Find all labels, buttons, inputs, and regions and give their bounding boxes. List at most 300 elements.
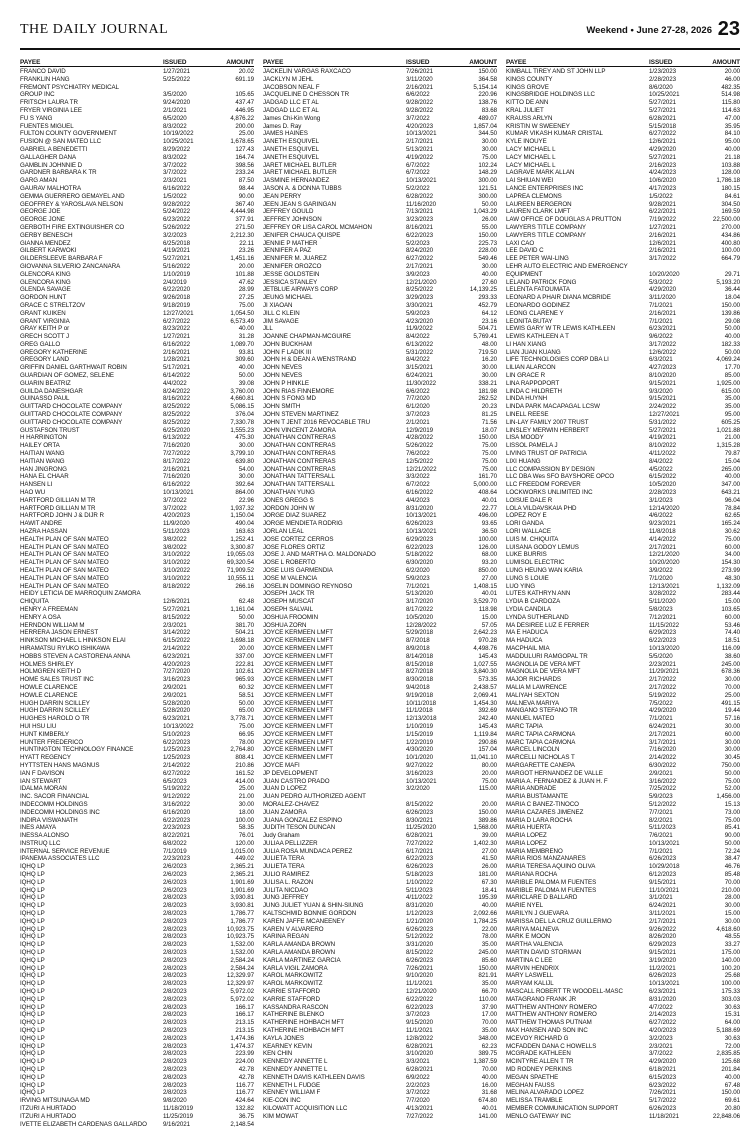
payment-row [263,855,497,863]
payee-name: MEMBER COMMUNICATION SUPPORT [506,1104,619,1112]
payment-amount: 101.88 [235,270,254,278]
payment-row [506,232,740,240]
payment-amount: 10,555.11 [227,574,254,582]
payment-row [506,107,740,115]
payee-name: JILL C KLEIN [263,309,300,317]
issued-date: 10/13/2021 [406,177,437,185]
payment-row [20,809,254,817]
payment-row [263,528,497,536]
issued-date: 3/7/2022 [163,161,187,169]
issued-date: 9/23/2021 [649,520,677,528]
issued-date: 5/19/2022 [163,785,191,793]
payment-row [20,146,254,154]
issued-date: 5/17/2022 [649,1097,677,1105]
payment-amount: 78.00 [481,933,497,941]
issued-date: 5/13/2021 [406,145,434,153]
payment-amount: 127.43 [235,145,254,153]
payee-name: JACOBSON NEAL F [263,83,320,91]
payment-amount: 1,089.70 [230,340,254,348]
payee-name: LEONITA BUTAY [506,317,553,325]
issued-date: 8/15/2018 [406,660,434,668]
payee-name: MANGANO STEFANO TR [506,707,578,715]
issued-date: 6/27/2022 [163,317,191,325]
payee-name: JUDITH TESON DUNCAN [263,824,336,832]
payment-row [20,505,254,513]
payee-name: JOYCE KERMEEN LMFT [263,707,333,715]
payment-amount: 30.00 [481,364,497,372]
payment-amount: 970.28 [478,637,497,645]
payee-name: JOHN STEVEN MARTINEZ [263,411,339,419]
issued-date: 5/25/2022 [163,75,191,83]
issued-date: 4/19/2021 [163,247,191,255]
payee-name: IQHQ LP [20,894,45,902]
payment-amount: 18.07 [481,426,497,434]
payment-amount: 25.00 [238,130,254,138]
payee-name: INC. SACOR FINANCIAL [20,793,90,801]
payee-name: JOYCE KERMEEN LMFT [263,730,333,738]
issued-date: 2/3/2021 [163,621,187,629]
issued-date: 6/30/2020 [406,559,434,567]
payment-row [506,224,740,232]
payee-name: JETBLUE AIRWAYS CORP [263,286,338,294]
payment-row [263,185,497,193]
issued-date [163,84,205,92]
issued-date: 1/22/2019 [406,738,434,746]
payment-amount: 40.00 [724,473,740,481]
issued-date: 8/22/2021 [163,832,191,840]
payee-name: HUGH DARRIN SCILLEY [20,699,90,707]
issued-date: 3/19/2020 [649,956,677,964]
issued-date: 6/27/2022 [649,1019,677,1027]
issued-date: 3/7/2022 [406,114,430,122]
payment-amount: 5,086.15 [230,403,254,411]
payee-name: JOSE LUIS GARMENDIA [263,567,333,574]
payee-name: HYATT REGENCY [20,754,71,762]
payment-row [20,1082,254,1090]
payee-name: LIVING TRUST OF PATRICIA [506,450,587,458]
issued-date: 6/13/2022 [163,434,191,442]
payment-row [263,146,497,154]
issued-date: 7/1/2021 [649,301,673,309]
payment-row [506,1050,740,1058]
issued-date: 3/10/2022 [163,551,191,559]
payee-name: GUITTARD CHOCOLATE COMPANY [20,418,123,426]
payee-name: JASON A. & DONNA TUBBS [263,184,342,192]
payment-row [20,551,254,559]
issued-date: 8/26/2020 [649,933,677,941]
payee-name: KEARNEY KEVIN [263,1042,313,1050]
issued-date: 2/23/2023 [163,855,191,863]
issued-date: 5/28/2020 [163,707,191,715]
payment-row [20,637,254,645]
payment-row [506,1011,740,1019]
payment-row [20,949,254,957]
issued-date: 6/26/2023 [406,863,434,871]
payee-name: MARIBLE PALOMA M FUENTES [506,886,597,894]
payment-row [20,707,254,715]
payee-name: JOYCE KERMEEN LMFT [263,668,333,676]
payee-name: KENNEDY ANNETTE L [263,1066,328,1073]
payee-name: MADDULURI RAMGOPAL TR [506,652,588,660]
issued-date: 3/17/2022 [649,340,677,348]
payment-row [263,294,497,302]
payment-row [20,824,254,832]
payment-row [506,138,740,146]
issued-date: 4/29/2020 [649,707,677,715]
issued-date: 12/13/2018 [406,715,437,723]
payment-amount: 50.00 [724,839,740,847]
issued-date: 10/13/2021 [649,980,680,988]
payment-row [20,279,254,287]
payment-amount: 15.04 [724,457,740,465]
payment-row [506,887,740,895]
payee-name: MATAGRANO FRANK JR [506,995,577,1003]
payee-name: JENNIFER M. JUAREZ [263,255,327,263]
payment-row [20,380,254,388]
payee-name: JESSE GOLDSTEIN [263,270,320,278]
payment-amount: 1,408.15 [473,582,497,590]
payment-row [506,76,740,84]
payment-row [506,318,740,326]
payment-row [506,598,740,606]
payee-name: MATTHEW THOMAS PUTNAM [506,1019,592,1027]
payment-amount: 5,193.20 [716,278,740,286]
payment-amount: 148.29 [478,169,497,177]
payee-name: IQHQ LP [20,988,45,996]
payee-name: HUNTINGTON TECHNOLOGY FINANCE [20,746,134,754]
payee-name: KAREN V ALVARERO [263,925,324,933]
payment-row [20,349,254,357]
payee-name: LUNG S LOUIE [506,574,549,582]
payee-name: LAUREN CLARK LMFT [506,208,571,216]
payee-name: LILIAN ALARCON [506,364,556,372]
issued-date: 11/9/2020 [163,520,190,528]
payee-name: LISA MOODY [506,434,544,442]
payment-row [506,676,740,684]
payment-row [263,692,497,700]
issued-date: 6/26/2023 [406,808,434,816]
payment-amount: 70.00 [481,1066,497,1073]
payment-amount: 398.56 [235,161,254,169]
payment-row [506,723,740,731]
issued-date: 2/16/2021 [649,247,677,255]
payee-name: IAN F DAVISON [20,769,65,777]
payment-row [263,138,497,146]
payment-amount: 1,150.04 [230,512,254,520]
payment-amount: 7,330.78 [230,418,254,426]
issued-date: 7/27/2022 [406,839,434,847]
payment-row [263,1050,497,1058]
payment-row [506,473,740,481]
payment-row [263,1097,497,1105]
issued-date: 9/15/2021 [649,379,677,387]
issued-date: 3/10/2022 [163,567,191,574]
issued-date: 6/22/2023 [406,1003,434,1011]
payment-amount: 40.01 [481,496,497,504]
payment-amount: 20.00 [481,800,497,808]
payment-amount: 4,660.81 [230,395,254,403]
issued-date: 6/16/2020 [163,808,191,816]
payment-row [506,559,740,567]
issued-date: 8/7/2018 [406,637,430,645]
payment-amount: 57.16 [724,715,740,723]
payment-amount: 157.04 [478,746,497,754]
payment-row [20,473,254,481]
payee-name: JOHN RIAS FINNEMORE [263,387,334,395]
payment-amount: 30.00 [724,902,740,910]
payee-name: GRECH SCOTT J [20,333,70,341]
issued-date: 5/3/2022 [649,278,673,286]
payment-row [506,1043,740,1051]
issued-date: 6/23/2021 [163,652,191,660]
payment-row [506,933,740,941]
issued-date: 8/30/2021 [406,816,434,824]
issued-date: 6/26/2023 [649,1104,677,1112]
payment-amount: 491.15 [721,699,740,707]
payee-name: MARC TAPIA [506,722,543,730]
issued-date: 6/16/2022 [163,184,191,192]
payment-amount: 719.50 [478,348,497,356]
payee-name: MARTINA C LEE [506,956,553,964]
issued-date: 5/28/2020 [163,699,191,707]
payment-row [263,1035,497,1043]
payee-name: LINDA C HILDRETH [506,387,562,395]
payee-name: MARIANA ROCHA [506,871,558,879]
payee-name: MARIBLE PALOMA M FUENTES [506,878,597,886]
payment-amount: 14,139.25 [469,286,497,294]
payment-row [20,684,254,692]
payment-amount: 389.86 [478,816,497,824]
issued-date: 11/30/2022 [406,379,437,387]
issued-date: 6/26/2023 [406,925,434,933]
issued-date: 2/16/2021 [406,83,434,91]
payment-row [263,645,497,653]
issued-date: 1/25/2023 [163,754,191,762]
payment-row [263,598,497,606]
payee-name: LLC DBA Wes SFO BAYSHORE OPCO [506,473,615,481]
payee-name: JANETH ESQUIVEL [263,138,319,146]
payment-amount: 4,618.60 [716,925,740,933]
payment-amount: 116.77 [235,1081,254,1089]
payment-amount: 201.84 [721,1066,740,1073]
payment-row [263,473,497,481]
issued-date: 3/17/2020 [406,598,434,606]
payment-amount: 72.24 [724,847,740,855]
payment-row [263,949,497,957]
payee-name: IQHQ LP [20,1073,45,1081]
payment-amount: 15.31 [724,1011,740,1019]
payee-name: JENNIE P MATHER [263,239,318,247]
payment-amount: 2,365.21 [230,863,254,871]
payee-name: IQHQ LP [20,910,45,918]
listing-column-1 [20,58,254,1128]
payment-amount: 175.33 [721,988,740,996]
payee-name: KARLA VIGIL ZAMORA [263,964,328,972]
payee-name: MATTHEW ANTHONY ROMERO [506,1003,597,1011]
issued-date: 6/24/2021 [406,372,434,380]
payee-name: KARRIE STAFFORD [263,988,320,996]
payment-amount: 39.08 [238,379,254,387]
issued-date: 1/12/2023 [406,910,434,918]
payee-name: JOYCE KERMEEN LMFT [263,691,333,699]
payment-amount: 10,923.75 [226,933,254,941]
payment-row [506,848,740,856]
issued-date: 2/17/2022 [649,683,677,691]
payment-amount: 1,555.23 [230,426,254,434]
payee-name: GALLAGHER DANA [20,153,77,161]
payment-amount: 4,876.22 [230,114,254,122]
payment-row [263,1113,497,1121]
payment-row [20,310,254,318]
payment-row [20,216,254,224]
payment-amount: 674.80 [478,1097,497,1105]
payment-row [506,972,740,980]
payment-amount: 118.98 [478,605,497,613]
issued-date: 3/8/2022 [163,535,187,543]
payee-name: JONATHAN YUNG [263,489,315,497]
payment-amount: 1,252.41 [230,535,254,543]
payee-name: GARG AMAN [20,177,58,185]
issued-date: 12/13/2021 [649,582,680,590]
payee-name: KASSANDRA RASCON [263,1003,329,1011]
payment-row [263,676,497,684]
payee-name: LOCKWORKS UNLIMITED INC [506,489,593,497]
payment-amount: 5,972.02 [230,995,254,1003]
issued-date: 10/13/2021 [406,528,437,536]
payment-row [506,1097,740,1105]
payment-amount: 2,764.80 [230,746,254,754]
issued-date: 5/9/2023 [649,793,673,801]
payment-row [506,286,740,294]
issued-date: 12/27/2021 [649,411,680,419]
payment-amount: 33.27 [724,941,740,949]
payment-row [506,372,740,380]
issued-date: 5/26/2022 [163,223,191,231]
issued-date: 2/17/2021 [406,138,434,146]
payee-name: HEIDY LETICIA DE MARROQUIN ZAMORA [20,590,141,598]
payment-row [263,216,497,224]
payment-amount: 23.26 [238,247,254,255]
payment-row [263,887,497,895]
issued-date: 2/17/2021 [649,917,677,925]
payment-row [263,372,497,380]
payment-row [263,801,497,809]
payee-name: LAPREA CLEMONS [506,192,562,200]
payee-name: GABRIEL A BENEDETTI [20,145,88,153]
payee-name: GUITTARD CHOCOLATE COMPANY [20,411,123,419]
issued-date: 8/25/2022 [163,418,191,426]
payee-name: IQHQ LP [20,972,45,980]
issued-date: 6/24/2021 [649,722,677,730]
payment-row [263,512,497,520]
payee-name: GUITTARD CHOCOLATE COMPANY [20,403,123,411]
issued-date: 2/9/2021 [163,683,187,691]
payment-amount: 337.00 [235,652,254,660]
payee-name: MARILYN J GUEVARA [506,910,569,918]
payee-name: LAUREEN BERGERON [506,200,572,208]
payment-row [20,240,254,248]
payee-name: LAXI CAO [506,239,535,247]
payment-row [506,536,740,544]
payee-name: KIE-CON INC [263,1097,301,1105]
payment-amount: 103.88 [721,161,740,169]
payee-name: JOYCE KERMEEN LMFT [263,683,333,691]
payment-amount: 30.00 [724,917,740,925]
issued-date: 7/25/2022 [649,785,677,793]
payment-amount: 19,055.03 [226,551,254,559]
issued-date: 10/13/2021 [163,489,194,497]
payee-name: JOHN P HINKLE [263,379,309,387]
payee-name: JULIAA PELLIZZER [263,839,318,847]
payee-name: JOSE L ROBERTO [263,559,316,567]
payment-amount: 28.00 [724,894,740,902]
payment-row [506,832,740,840]
payment-row [506,707,740,715]
payment-row [506,505,740,513]
payment-row [20,427,254,435]
issued-date: 8/29/2022 [163,145,191,153]
payment-amount: 47.62 [238,278,254,286]
payment-row [506,739,740,747]
payment-amount: 36.50 [481,528,497,536]
payment-amount: 75.00 [481,153,497,161]
issued-date: 2/8/2023 [163,1042,187,1050]
payment-amount: 181.98 [478,387,497,395]
payment-row [506,700,740,708]
payment-amount: 48.30 [724,574,740,582]
payee-name: GILDERSLEEVE BARBARA F [20,255,103,263]
issued-date: 5/15/2018 [649,122,677,130]
payment-row [20,1074,254,1082]
payee-name: LUNG HEUNG WAN KARIA [506,567,583,574]
issued-date: 8/10/2020 [649,372,677,380]
payment-amount: 262.52 [478,395,497,403]
payment-row [263,809,497,817]
payment-row [506,1089,740,1097]
payment-row [263,76,497,84]
payee-name: KINGSBRIDGE HOLDINGS LLC [506,91,595,99]
payment-row [263,318,497,326]
issued-date: 10/11/2018 [406,699,437,707]
issued-date: 6/28/2021 [649,114,677,122]
payment-amount: 392.64 [235,481,254,489]
payee-name: MCEVOY RICHARD G [506,1034,569,1042]
payee-name: JENIFER CHAUCA QUISPE [263,231,341,239]
issued-date: 3/3/2021 [406,1058,430,1066]
payment-row [506,637,740,645]
payment-row [20,770,254,778]
payment-amount: 18.04 [724,294,740,302]
payment-row [20,364,254,372]
payee-name: FRANCO DAVID [20,68,66,75]
payment-row [20,1058,254,1066]
payment-amount: 71.56 [481,418,497,426]
payment-row [506,551,740,559]
payment-amount: 30.00 [724,746,740,754]
header-payee: PAYEE [506,59,527,66]
payee-name: HUI HSU LIU [20,722,57,730]
payment-row [506,520,740,528]
payment-amount: 90.00 [724,832,740,840]
issued-date: 3/1/2021 [649,894,673,902]
payment-amount: 35.00 [724,403,740,411]
payment-amount: 490.04 [235,520,254,528]
payee-name: HEALTH PLAN OF SAN MATEO [20,543,109,551]
payee-name: GROUP INC [20,91,55,99]
payment-amount [205,590,254,598]
payment-row [263,123,497,131]
payment-row [263,497,497,505]
